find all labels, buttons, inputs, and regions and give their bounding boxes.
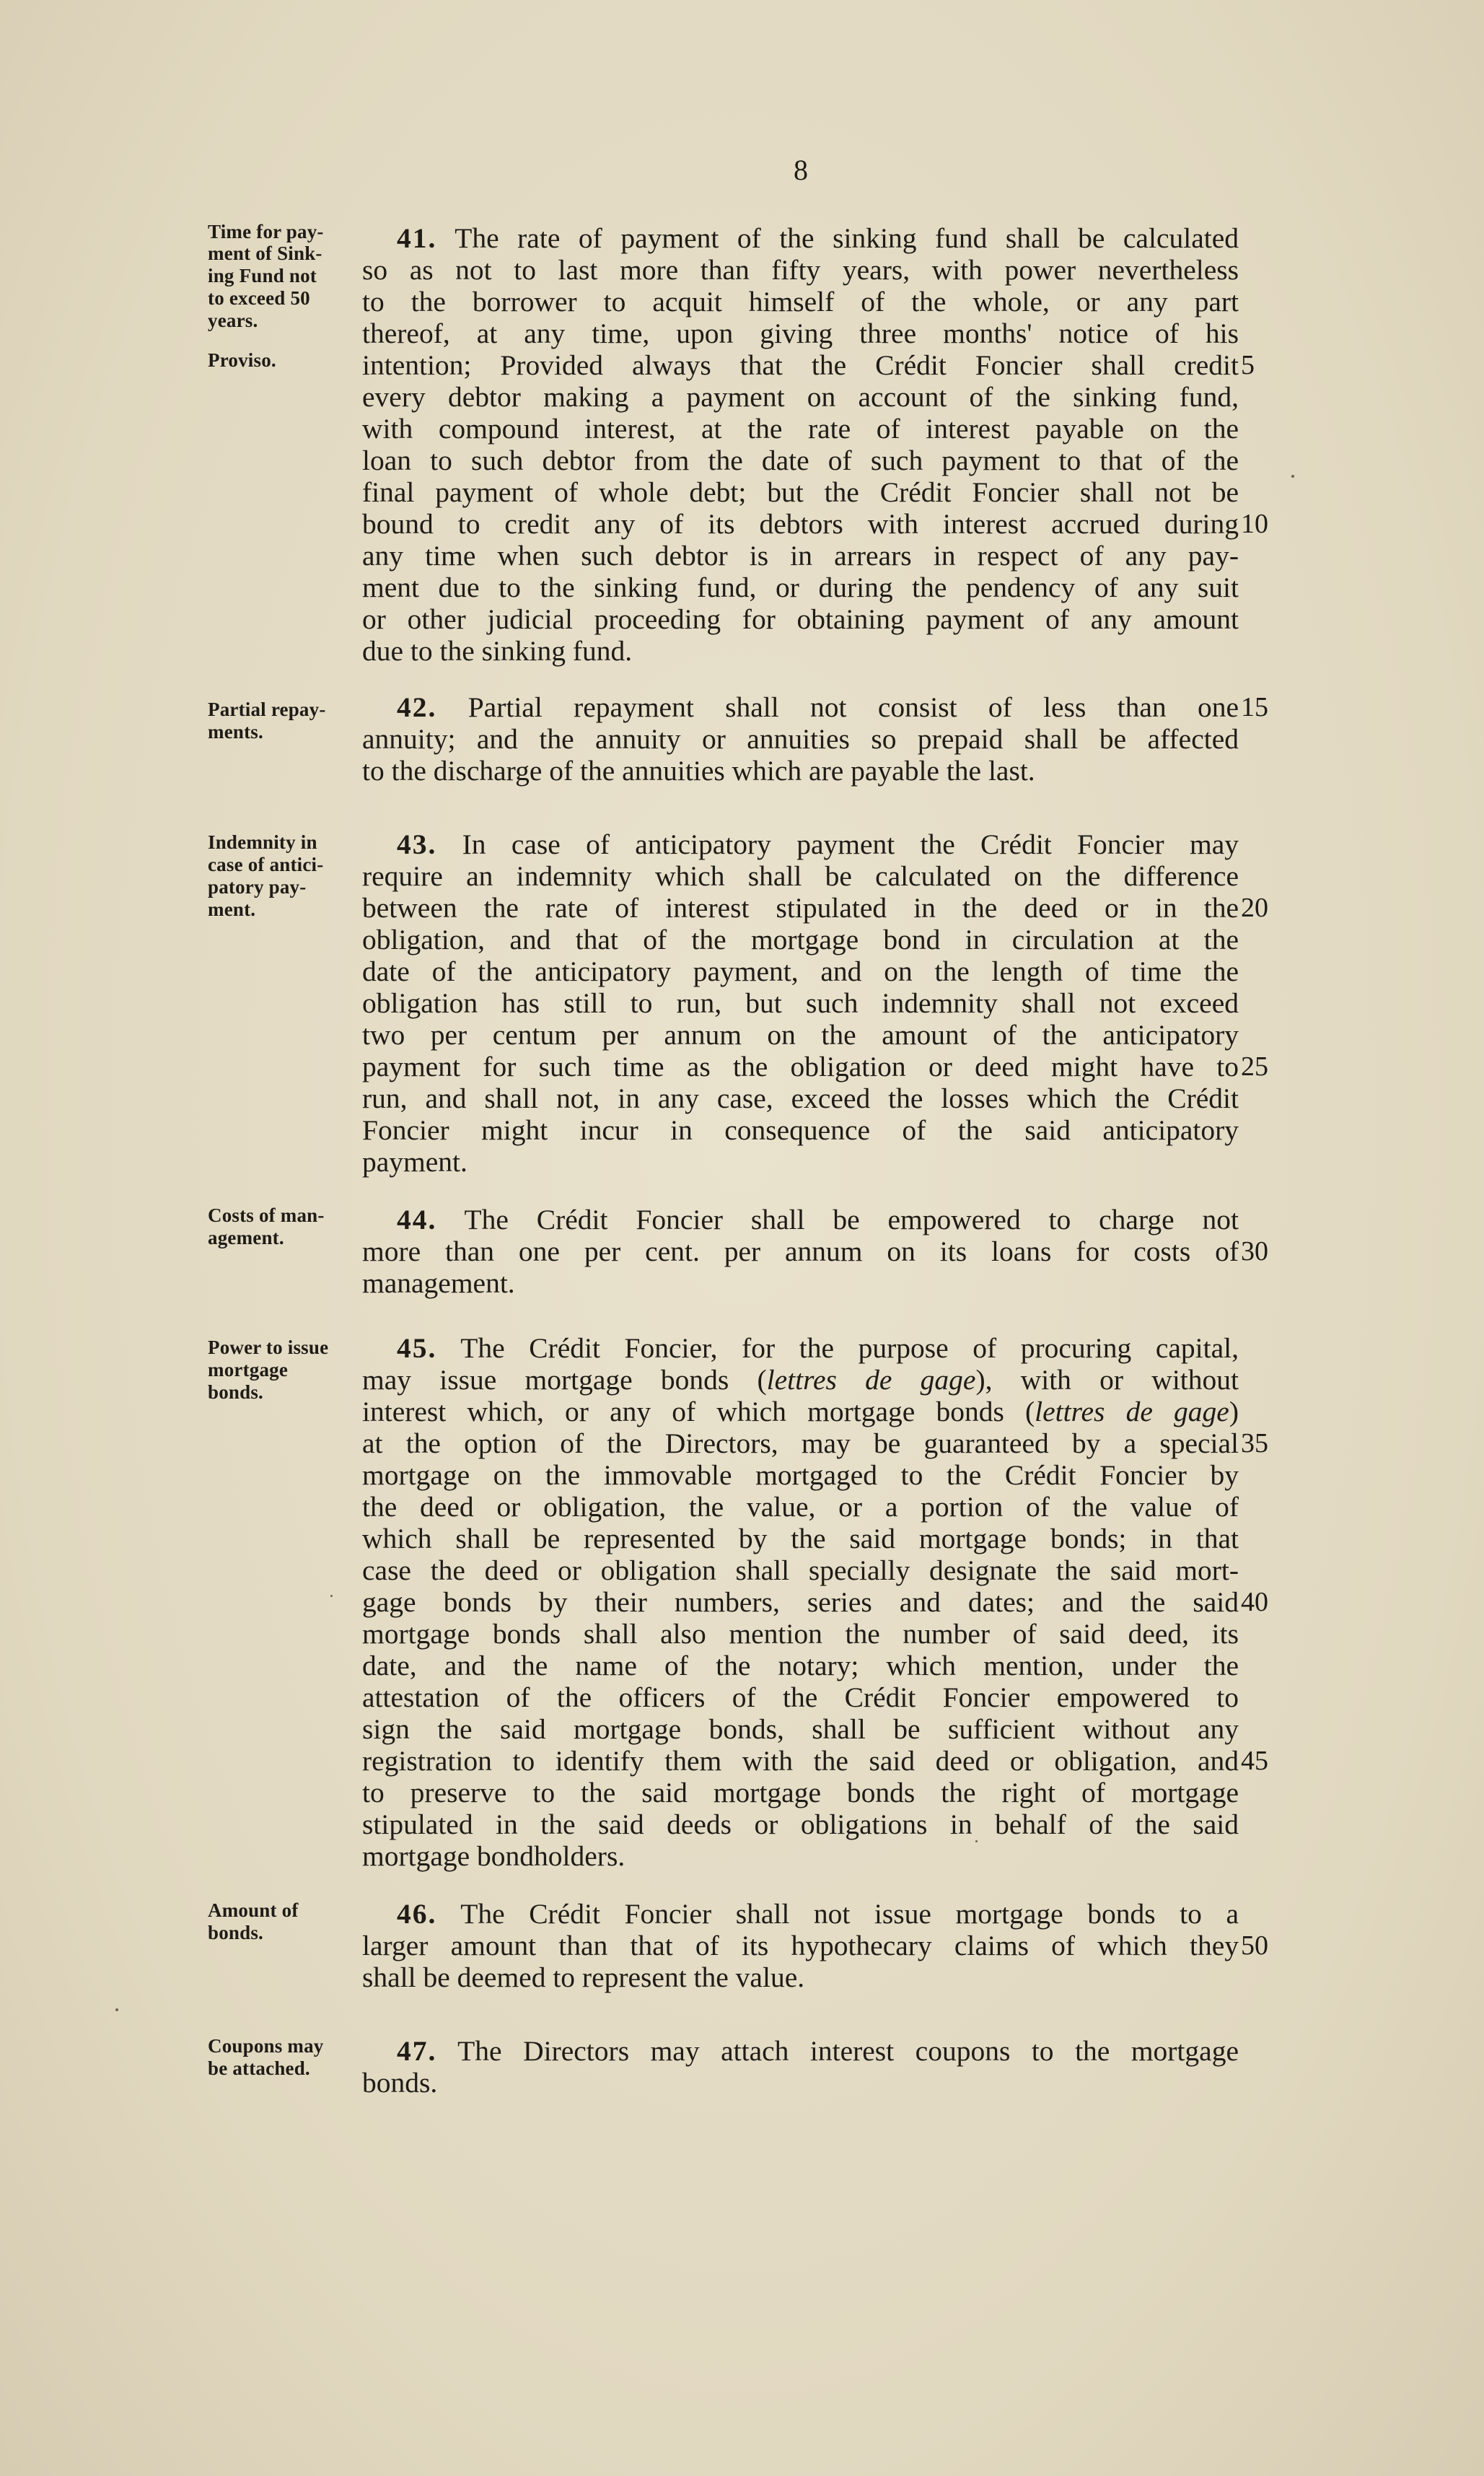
margin-note: Amount of (208, 1899, 299, 1921)
page-number: 8 (794, 154, 808, 186)
margin-note: case of antici- (208, 854, 324, 875)
text-line: to the borrower to acquit himself of the whole, or any part (362, 286, 1239, 318)
margin-note: Indemnity in (208, 831, 317, 853)
text-line: two per centum per annum on the amount of the anticipatory (362, 1019, 1239, 1051)
text-line: management. (362, 1267, 515, 1299)
line-number: 5 (1241, 350, 1255, 380)
text-line: gage bonds by their numbers, series and dates; and the said (362, 1586, 1239, 1618)
text-line: require an indemnity which shall be calculated on the difference (362, 860, 1239, 892)
paper-speck (330, 1595, 333, 1597)
text-line: which shall be represented by the said mortgage bonds; in that (362, 1523, 1239, 1554)
text-line: more than one per cent. per annum on its loans for costs of (362, 1235, 1239, 1267)
margin-note: Partial repay- (208, 699, 326, 720)
margin-note: Power to issue (208, 1337, 329, 1358)
text-line: Foncier might incur in consequence of the said anticipatory (362, 1114, 1239, 1146)
text-line: due to the sinking fund. (362, 635, 633, 667)
text-line: thereof, at any time, upon giving three months' notice of his (362, 318, 1239, 349)
text-line: the deed or obligation, the value, or a portion of the value of (362, 1491, 1239, 1523)
text-line: bound to credit any of its debtors with interest accrued during (362, 508, 1239, 540)
section-number: 45. (397, 1332, 437, 1364)
section-number: 43. (397, 828, 437, 860)
line-number: 40 (1241, 1587, 1268, 1617)
text-line: case the deed or obligation shall specially designate the said mort- (362, 1554, 1239, 1586)
text-line: to the discharge of the annuities which are payable the last. (362, 755, 1035, 787)
line-number: 20 (1241, 893, 1268, 923)
margin-note: bonds. (208, 1922, 264, 1943)
text-line: stipulated in the said deeds or obligations in behalf of the said (362, 1808, 1239, 1840)
text-line: payment for such time as the obligation or deed might have to (362, 1051, 1239, 1082)
paper-speck (1291, 475, 1294, 478)
margin-note: Proviso. (208, 349, 276, 371)
text-line: registration to identify them with the said deed or obligation, and (362, 1745, 1239, 1777)
section-number: 44. (397, 1204, 437, 1235)
text-line: 46. The Crédit Foncier shall not issue mortgage bonds to a (397, 1898, 1239, 1930)
text-line: final payment of whole debt; but the Crédit Foncier shall not be (362, 476, 1239, 508)
text-line: loan to such debtor from the date of such payment to that of the (362, 445, 1239, 476)
margin-note: to exceed 50 (208, 287, 310, 309)
text-line: between the rate of interest stipulated in the deed or in the (362, 892, 1239, 924)
text-line: larger amount than that of its hypothecary claims of which they (362, 1930, 1239, 1961)
margin-note: be attached. (208, 2057, 310, 2079)
line-number: 15 (1241, 692, 1268, 722)
text-line: attestation of the officers of the Crédit Foncier empowered to (362, 1681, 1239, 1713)
text-line: to preserve to the said mortgage bonds the right of mortgage (362, 1777, 1239, 1808)
text-line: annuity; and the annuity or annuities so prepaid shall be affected (362, 723, 1239, 755)
text-line: every debtor making a payment on account of the sinking fund, (362, 381, 1239, 413)
text-line: date, and the name of the notary; which mention, under the (362, 1650, 1239, 1681)
line-number: 25 (1241, 1051, 1268, 1082)
margin-note: ment. (208, 898, 256, 920)
text-line: bonds. (362, 2067, 438, 2099)
text-line: payment. (362, 1146, 467, 1178)
margin-note: Time for pay- (208, 221, 324, 242)
margin-note: mortgage (208, 1359, 289, 1381)
paper-speck (975, 1840, 978, 1842)
text-line: 44. The Crédit Foncier shall be empowered to charge not (397, 1204, 1239, 1235)
text-line: mortgage on the immovable mortgaged to the Crédit Foncier by (362, 1459, 1239, 1491)
text-line: with compound interest, at the rate of interest payable on the (362, 413, 1239, 445)
line-number: 30 (1241, 1236, 1268, 1267)
line-number: 35 (1241, 1428, 1268, 1458)
margin-note: ments. (208, 721, 263, 743)
text-line: or other judicial proceeding for obtaining payment of any amount (362, 603, 1239, 635)
text-line: shall be deemed to represent the value. (362, 1961, 805, 1993)
text-line: obligation has still to run, but such indemnity shall not exceed (362, 987, 1239, 1019)
text-line: 47. The Directors may attach interest coupons to the mortgage (397, 2035, 1239, 2067)
text-line: obligation, and that of the mortgage bond in circulation at the (362, 924, 1239, 955)
text-line: mortgage bondholders. (362, 1840, 625, 1872)
line-number: 50 (1241, 1930, 1268, 1961)
margin-note: bonds. (208, 1381, 264, 1403)
margin-note: patory pay- (208, 876, 307, 898)
margin-note: Costs of man- (208, 1204, 325, 1226)
text-line: run, and shall not, in any case, exceed the losses which the Crédit (362, 1082, 1239, 1114)
text-line: 41. The rate of payment of the sinking fund shall be calculated (397, 222, 1239, 254)
text-line: any time when such debtor is in arrears in respect of any pay- (362, 540, 1239, 572)
text-line: mortgage bonds shall also mention the number of said deed, its (362, 1618, 1239, 1650)
section-number: 41. (397, 222, 437, 254)
section-number: 42. (397, 691, 437, 723)
margin-note: agement. (208, 1227, 284, 1248)
line-number: 10 (1241, 509, 1268, 539)
text-line: sign the said mortgage bonds, shall be sufficient without any (362, 1713, 1239, 1745)
text-line: ment due to the sinking fund, or during the pendency of any suit (362, 572, 1239, 603)
margin-note: years. (208, 310, 258, 331)
section-number: 46. (397, 1898, 437, 1930)
text-line: 45. The Crédit Foncier, for the purpose of procuring capital, (397, 1332, 1239, 1364)
section-number: 47. (397, 2035, 437, 2067)
text-line: interest which, or any of which mortgage bonds (lettres de gage) (362, 1396, 1239, 1427)
margin-note: Coupons may (208, 2035, 324, 2057)
text-line: so as not to last more than fifty years, with power nevertheless (362, 254, 1239, 286)
paper-speck (115, 2008, 118, 2011)
margin-note: ment of Sink- (208, 242, 322, 264)
text-line: date of the anticipatory payment, and on the length of time the (362, 955, 1239, 987)
line-number: 45 (1241, 1746, 1268, 1776)
text-line: 43. In case of anticipatory payment the Crédit Foncier may (397, 828, 1239, 860)
text-line: at the option of the Directors, may be guaranteed by a special (362, 1427, 1239, 1459)
text-line: intention; Provided always that the Crédit Foncier shall credit (362, 349, 1239, 381)
margin-note: ing Fund not (208, 265, 317, 286)
text-line: 42. Partial repayment shall not consist of less than one (397, 691, 1239, 723)
text-line: may issue mortgage bonds (lettres de gage), with or without (362, 1364, 1239, 1396)
